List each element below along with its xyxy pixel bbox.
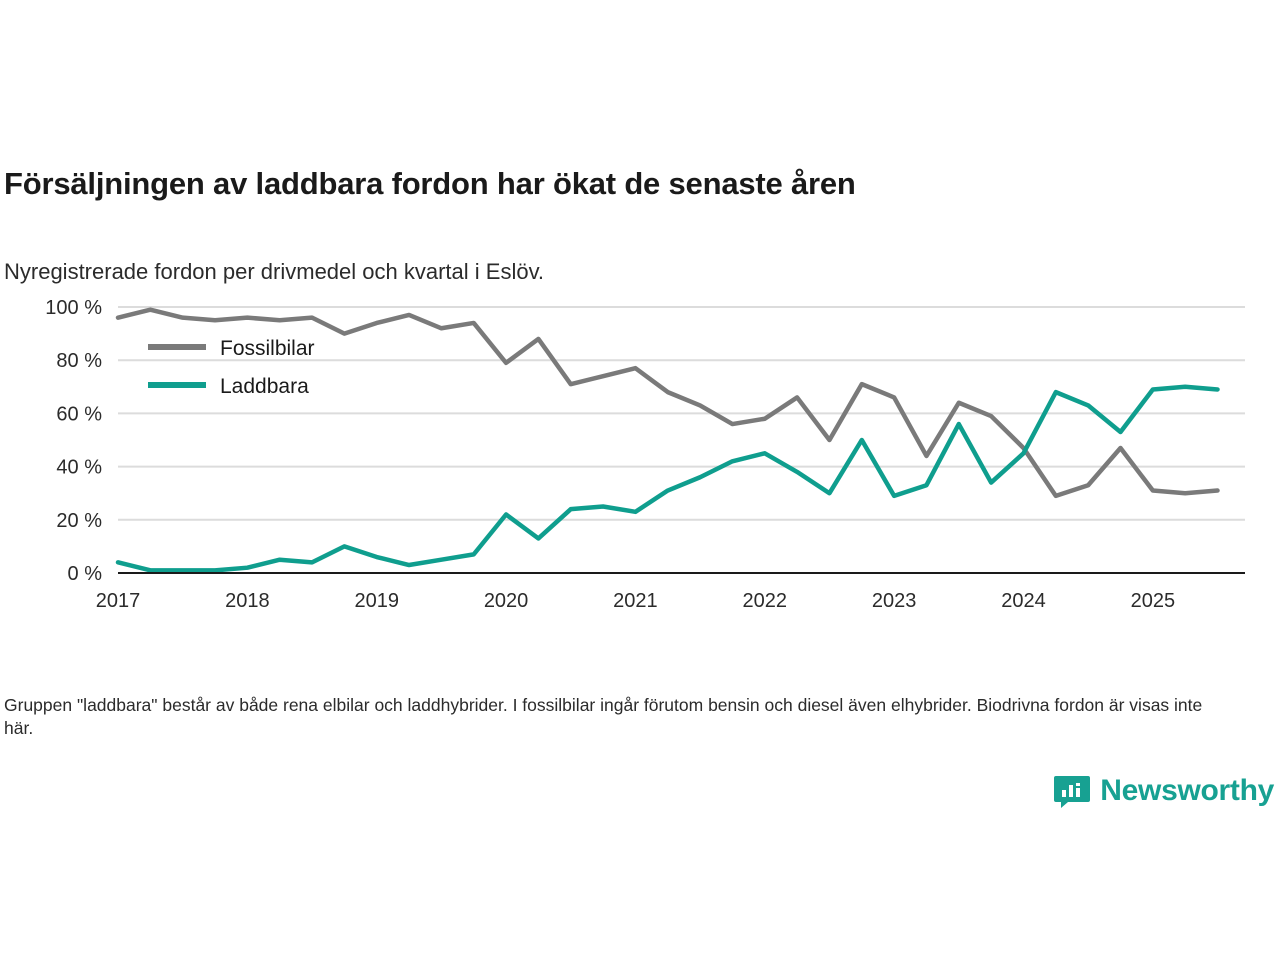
x-tick-label: 2018 <box>225 590 270 612</box>
brand-name: Newsworthy <box>1100 774 1274 807</box>
x-tick-label: 2025 <box>1130 590 1176 612</box>
line-chart <box>0 285 1280 625</box>
x-tick-label: 2021 <box>613 590 658 612</box>
chart-svg <box>0 285 1280 625</box>
chart-legend <box>148 337 315 398</box>
chart-footnote: Gruppen "laddbara" består av både rena elbilar och laddhybrider. I fossilbilar ingår förutom bensin och diesel även elhybrider. Biodrivna fordon är visas inte här. <box>4 694 1203 739</box>
bar-chart-speech-bubble-icon <box>1053 772 1091 810</box>
page-subtitle: Nyregistrerade fordon per drivmedel och kvartal i Eslöv. <box>4 259 545 284</box>
y-tick-label: 20 % <box>56 509 102 532</box>
x-tick-label: 2024 <box>1001 590 1046 612</box>
y-tick-label: 0 % <box>67 563 102 585</box>
x-tick-label: 2022 <box>742 590 788 612</box>
brand-logo <box>1053 772 1274 810</box>
x-tick-label: 2020 <box>483 590 529 612</box>
x-tick-label: 2017 <box>95 590 141 612</box>
x-tick-label: 2019 <box>354 590 399 612</box>
legend-label: Laddbara <box>220 375 309 398</box>
legend-label: Fossilbilar <box>220 337 315 360</box>
y-tick-label: 80 % <box>56 350 102 373</box>
y-tick-label: 60 % <box>56 403 102 426</box>
page-title: Försäljningen av laddbara fordon har ökat de senaste åren <box>4 165 856 201</box>
y-axis-tick-labels <box>45 297 102 585</box>
y-tick-label: 40 % <box>56 456 102 479</box>
x-axis-tick-labels <box>96 590 1175 612</box>
y-tick-label: 100 % <box>45 297 102 319</box>
x-tick-label: 2023 <box>871 590 917 612</box>
